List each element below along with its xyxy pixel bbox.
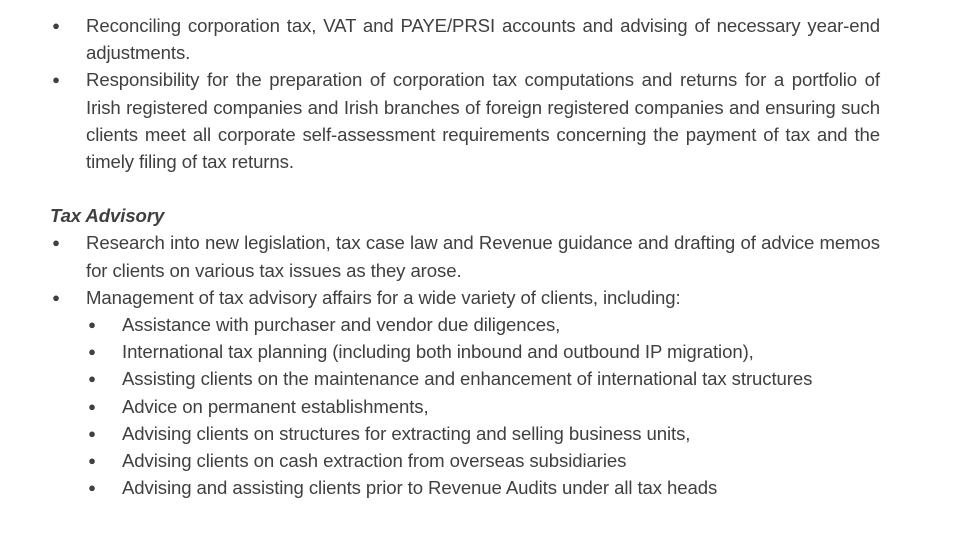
sub-list-item-text: Advising clients on cash extraction from overseas subsidiaries bbox=[122, 450, 627, 472]
compliance-bullet-list bbox=[50, 12, 880, 175]
sub-list-item bbox=[86, 393, 880, 420]
bullet-icon: ● bbox=[88, 398, 96, 414]
bullet-icon: ● bbox=[88, 453, 96, 469]
sub-list-item-text: Advising clients on structures for extracting and selling business units, bbox=[122, 422, 691, 444]
bullet-icon: ● bbox=[52, 72, 60, 88]
advisory-sub-list bbox=[50, 311, 880, 501]
list-item-text: Reconciling corporation tax, VAT and PAYE/PRSI accounts and advising of necessary year-end adjustments. bbox=[86, 15, 880, 64]
sub-list-item bbox=[86, 311, 880, 338]
bullet-icon: ● bbox=[52, 18, 60, 33]
list-item bbox=[50, 229, 880, 283]
bullet-icon: ● bbox=[88, 371, 96, 387]
list-item bbox=[50, 284, 880, 311]
list-item-text: Management of tax advisory affairs for a wide variety of clients, including: bbox=[86, 286, 681, 308]
sub-list-item bbox=[86, 338, 880, 365]
sub-list-item-text: Advice on permanent establishments, bbox=[122, 395, 429, 417]
list-item bbox=[50, 12, 880, 66]
bullet-icon: ● bbox=[88, 425, 96, 441]
bullet-icon: ● bbox=[52, 235, 60, 251]
document-body bbox=[50, 12, 880, 501]
list-item-text: Responsibility for the preparation of corporation tax computations and returns for a portfolio of Irish registered companies and Irish branches of foreign registered companies and ensuring such clients meet all corporate self-assessment requirements concerning the payment of tax and the timely filing of tax returns. bbox=[86, 69, 880, 173]
bullet-icon: ● bbox=[88, 344, 96, 360]
sub-list-item bbox=[86, 420, 880, 447]
sub-list-item bbox=[86, 365, 880, 392]
sub-list-item-text: Assisting clients on the maintenance and enhancement of international tax structures bbox=[122, 368, 813, 390]
section-heading: Tax Advisory bbox=[50, 205, 165, 227]
advisory-bullet-list bbox=[50, 229, 880, 311]
paragraph-spacer bbox=[50, 175, 880, 202]
list-item bbox=[50, 66, 880, 175]
bullet-icon: ● bbox=[88, 317, 96, 333]
bullet-icon: ● bbox=[52, 289, 60, 305]
list-item-text: Research into new legislation, tax case law and Revenue guidance and drafting of advice memos for clients on various tax issues as they arose. bbox=[86, 232, 880, 281]
bullet-icon: ● bbox=[88, 480, 96, 496]
sub-list-item-text: International tax planning (including both inbound and outbound IP migration), bbox=[122, 341, 754, 363]
sub-list-item bbox=[86, 474, 880, 501]
sub-list-item bbox=[86, 447, 880, 474]
sub-list-item-text: Assistance with purchaser and vendor due diligences, bbox=[122, 314, 561, 336]
sub-list-item-text: Advising and assisting clients prior to Revenue Audits under all tax heads bbox=[122, 477, 718, 499]
